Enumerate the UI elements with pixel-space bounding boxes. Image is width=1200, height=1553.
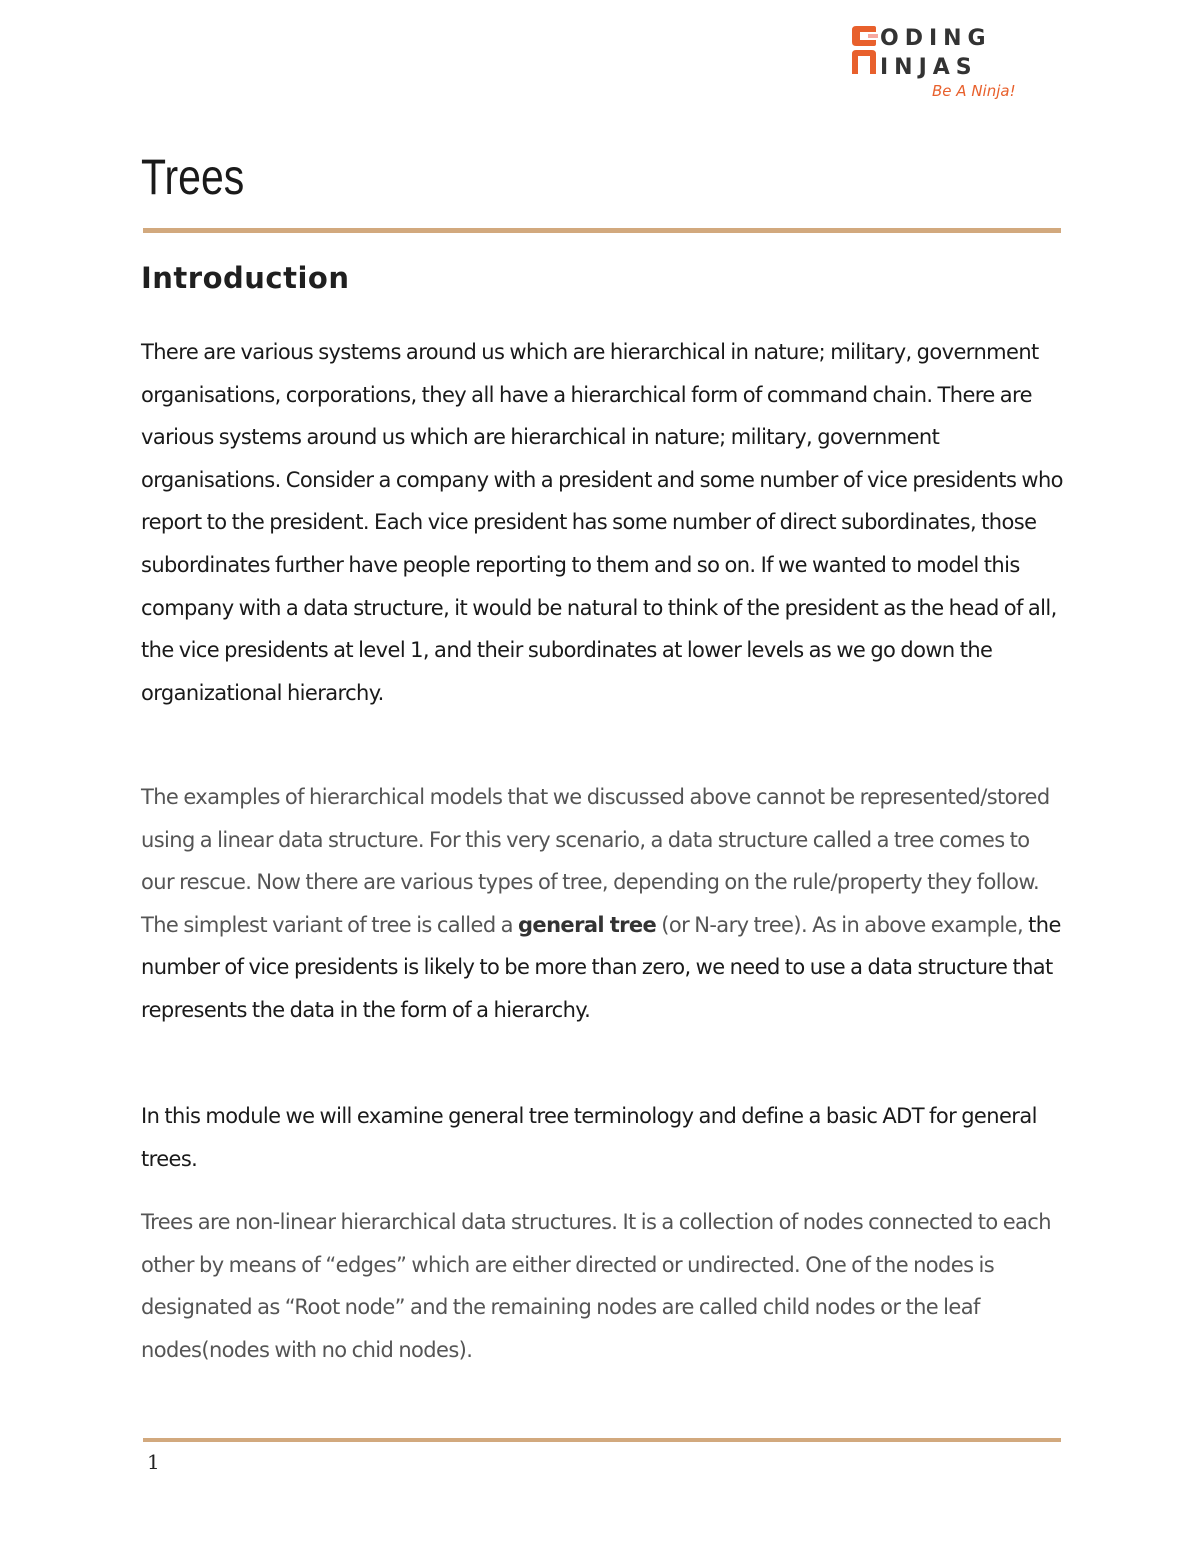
paragraph-4: Trees are non-linear hierarchical data structures. It is a collection of nodes connected to each other by means of “edges” which are either directed or undirected. One of the nodes is designated as “Root node” and the remaining nodes are called child nodes or the leaf nodes(nodes with no chid nodes). [141, 1210, 1051, 1362]
logo-tagline: Be A Ninja! [932, 82, 1016, 100]
paragraph-3: In this module we will examine general tree terminology and define a basic ADT for general trees. [141, 1104, 1037, 1171]
page-title: Trees [141, 149, 245, 205]
logo-n-mark [852, 50, 876, 74]
paragraph-2-middle: (or N-ary tree). As in above example, [656, 912, 1029, 937]
paragraph-2-rest: the number of vice presidents is likely to be more than zero, we need to use a data structure that represents the data in the form of a hierarchy. [141, 912, 1061, 1022]
section-heading-introduction: Introduction [141, 261, 350, 295]
paragraph-2 [141, 776, 1066, 1032]
logo-line1-text: ODING [880, 26, 992, 51]
footer-divider [143, 1438, 1061, 1442]
logo-c-dot [868, 34, 878, 38]
coding-ninjas-logo [850, 22, 1030, 102]
term-general-tree: general tree [518, 912, 657, 937]
paragraph-2-intro: The examples of hierarchical models that we discussed above cannot be represented/stored using a linear data structure. For this very scenario, a data structure called a tree comes to our rescue. Now there are various types of tree, depending on the rule/property they follow. The simplest variant of tree is called a [141, 785, 1050, 937]
logo-line2-text: INJAS [880, 55, 978, 80]
title-divider [143, 228, 1061, 233]
paragraph-1: There are various systems around us which are hierarchical in nature; military, government organisations, corporations, they all have a hierarchical form of command chain. There are various systems around us which are hierarchical in nature; military, government organisations. Consider a company with a president and some number of vice presidents who report to the president. Each vice president has some number of direct subordinates, those subordinates further have people reporting to them and so on. If we wanted to model this company with a data structure, it would be natural to think of the president as the head of all, the vice presidents at level 1, and their subordinates at lower levels as we go down the organizational hierarchy. [141, 340, 1063, 705]
page-number: 1 [147, 1450, 160, 1474]
